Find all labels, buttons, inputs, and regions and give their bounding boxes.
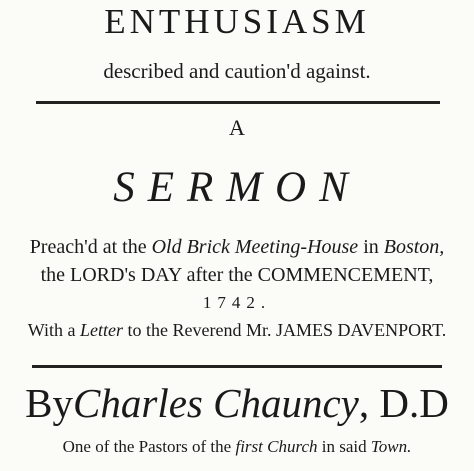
divider-top bbox=[36, 101, 440, 104]
meeting-house-name: Old Brick Meeting-House bbox=[151, 236, 359, 258]
occasion-line: the LORD's DAY after the COMMENCEMENT, bbox=[40, 264, 434, 286]
preached-in: in bbox=[358, 236, 384, 258]
sermon-heading: SERMON bbox=[113, 164, 361, 211]
author-degree: , D.D bbox=[358, 380, 449, 426]
author-by: By bbox=[25, 380, 74, 426]
year-line: 1742. bbox=[202, 293, 272, 312]
divider-bottom bbox=[32, 365, 442, 368]
subtitle: described and caution'd against. bbox=[103, 59, 371, 83]
pastor-in: in said bbox=[317, 437, 371, 456]
preached-prefix: Preach'd at the bbox=[29, 236, 152, 258]
author-name: Charles Chauncy bbox=[73, 380, 359, 426]
pastor-church: Church bbox=[267, 437, 318, 456]
city-name: Boston, bbox=[383, 236, 445, 258]
letter-line bbox=[0, 318, 474, 342]
letter-recipient: to the Reverend Mr. JAMES DAVENPORT. bbox=[123, 320, 447, 340]
page-title: ENTHUSIASM bbox=[104, 2, 370, 41]
letter-prefix: With a bbox=[27, 320, 80, 340]
pastor-first: first bbox=[235, 437, 263, 456]
pastor-line bbox=[0, 436, 474, 458]
pastor-prefix: One of the Pastors of the bbox=[62, 437, 236, 456]
preached-line bbox=[0, 235, 474, 259]
pastor-town: Town. bbox=[370, 437, 412, 456]
letter-word: Letter bbox=[80, 320, 123, 340]
article-a: A bbox=[229, 115, 245, 140]
author-line bbox=[0, 380, 474, 426]
